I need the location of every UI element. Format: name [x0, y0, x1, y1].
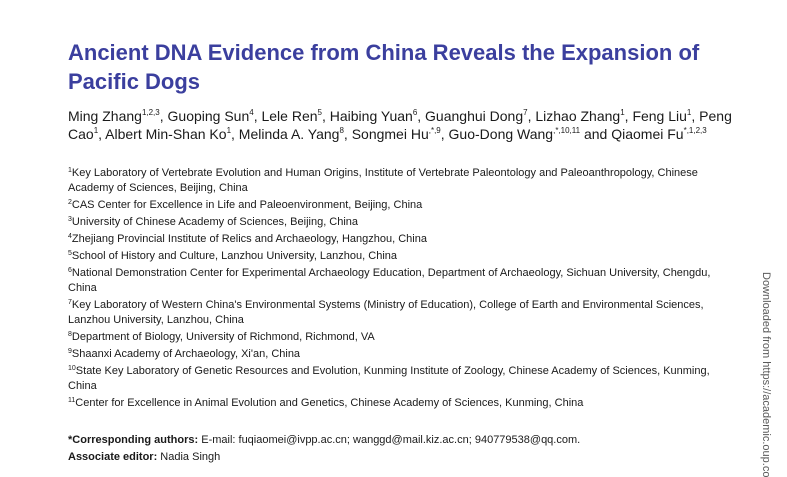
editor-label: Associate editor:	[68, 451, 158, 463]
author-separator: ,	[159, 108, 168, 124]
affiliation-text: State Key Laboratory of Genetic Resources and Evolution, Kunming Institute of Zoology, Chinese Academy of Sciences, Kunming, China	[68, 365, 710, 392]
author-text: Lele Ren	[261, 108, 318, 124]
author-name	[330, 108, 418, 124]
author-text: Peng Cao	[68, 108, 732, 142]
author-name	[632, 108, 691, 124]
affiliation-number: 7	[68, 299, 72, 306]
affiliation-item	[68, 347, 732, 362]
affiliation-number: 1	[68, 167, 72, 174]
affiliation-list	[68, 166, 732, 413]
affiliation-item	[68, 364, 732, 394]
author-separator: ,	[343, 126, 352, 142]
corresponding-authors	[68, 433, 732, 448]
author-separator: ,	[417, 108, 426, 124]
author-text: Haibing Yuan	[329, 108, 413, 124]
author-name	[449, 126, 581, 142]
author-affiliation-sup: 1	[93, 126, 99, 135]
author-name	[535, 108, 624, 124]
affiliation-number: 10	[68, 365, 76, 372]
author-text: Melinda A. Yang	[238, 126, 340, 142]
affiliation-text: Key Laboratory of Western China's Environmental Systems (Ministry of Education), College of Earth and Environmental Sciences, Lanzhou University, Lanzhou, China	[68, 299, 704, 326]
author-text: Songmei Hu	[351, 126, 429, 142]
associate-editor	[68, 450, 732, 465]
author-affiliation-sup: 7	[523, 108, 528, 117]
author-name	[239, 126, 344, 142]
author-list	[68, 107, 738, 143]
author-name	[611, 126, 707, 142]
affiliation-text: Key Laboratory of Vertebrate Evolution and Human Origins, Institute of Vertebrate Paleontology and Paleoanthropology, Chinese Academy of Sciences, Beijing, China	[68, 167, 698, 194]
author-separator: ,	[440, 126, 449, 142]
corresponding-label: *Corresponding authors:	[68, 434, 199, 446]
affiliation-number: 11	[68, 397, 76, 404]
affiliation-item	[68, 198, 732, 213]
download-watermark[interactable]: Downloaded from https://academic.oup.co	[760, 272, 772, 477]
author-name	[68, 108, 160, 124]
article-title: Ancient DNA Evidence from China Reveals the Expansion of Pacific Dogs	[68, 40, 700, 94]
affiliation-text: National Demonstration Center for Experimental Archaeology Education, Department of Archaeology, Sichuan University, Chengdu, China	[68, 267, 711, 294]
author-affiliation-sup: 1,2,3	[141, 108, 160, 117]
corresponding-emails[interactable]: E-mail: fuqiaomei@ivpp.ac.cn; wanggd@mail.kiz.ac.cn; 940779538@qq.com.	[198, 434, 581, 446]
affiliation-item	[68, 249, 732, 264]
affiliation-text: Center for Excellence in Animal Evolution and Genetics, Chinese Academy of Sciences, Kunming, China	[75, 397, 584, 409]
author-name	[425, 108, 528, 124]
affiliation-item	[68, 166, 732, 196]
affiliation-number: 3	[68, 216, 72, 223]
author-separator: and	[580, 126, 612, 142]
author-separator: ,	[527, 108, 536, 124]
author-affiliation-sup: 6	[412, 108, 418, 117]
affiliation-item	[68, 266, 732, 296]
affiliation-text: University of Chinese Academy of Sciences, Beijing, China	[71, 216, 359, 228]
author-text: Albert Min-Shan Ko	[105, 126, 227, 142]
author-affiliation-sup: ,*,10,11	[553, 126, 581, 135]
affiliation-number: 2	[68, 199, 72, 206]
author-text: Qiaomei Fu	[611, 126, 684, 142]
author-affiliation-sup: 1	[620, 108, 625, 117]
author-affiliation-sup: ,*,9	[428, 126, 441, 135]
affiliation-text: Department of Biology, University of Richmond, Richmond, VA	[71, 331, 375, 343]
author-separator: ,	[321, 108, 330, 124]
affiliation-item	[68, 330, 732, 345]
affiliation-number: 9	[68, 348, 72, 355]
author-separator: ,	[253, 108, 262, 124]
author-affiliation-sup: 4	[249, 108, 254, 117]
affiliation-text: Shaanxi Academy of Archaeology, Xi'an, China	[71, 348, 301, 360]
affiliation-text: CAS Center for Excellence in Life and Paleoenvironment, Beijing, China	[71, 199, 423, 211]
author-name	[168, 108, 254, 124]
author-text: Ming Zhang	[68, 108, 142, 124]
author-separator: ,	[231, 126, 239, 142]
affiliation-item	[68, 215, 732, 230]
author-separator: ,	[624, 108, 633, 124]
affiliation-number: 4	[68, 233, 72, 240]
author-text: Feng Liu	[632, 108, 687, 124]
author-text: Guo-Dong Wang	[448, 126, 554, 142]
author-separator: ,	[98, 126, 106, 142]
author-text: Guanghui Dong	[425, 108, 524, 124]
author-affiliation-sup: 5	[317, 108, 322, 117]
affiliation-number: 5	[68, 250, 72, 257]
author-affiliation-sup: *,1,2,3	[683, 126, 707, 135]
affiliation-text: School of History and Culture, Lanzhou University, Lanzhou, China	[71, 250, 397, 262]
author-name	[352, 126, 441, 142]
author-separator: ,	[691, 108, 700, 124]
author-name	[105, 126, 231, 142]
editor-name: Nadia Singh	[157, 451, 221, 463]
affiliation-item	[68, 298, 732, 328]
author-affiliation-sup: 1	[686, 108, 692, 117]
affiliation-number: 8	[68, 331, 72, 338]
author-text: Lizhao Zhang	[535, 108, 621, 124]
author-name	[261, 108, 322, 124]
author-affiliation-sup: 8	[339, 126, 344, 135]
affiliation-number: 6	[68, 267, 72, 274]
affiliation-item	[68, 232, 732, 247]
affiliation-text: Zhejiang Provincial Institute of Relics and Archaeology, Hangzhou, China	[71, 233, 427, 245]
author-text: Guoping Sun	[167, 108, 250, 124]
author-affiliation-sup: 1	[226, 126, 232, 135]
affiliation-item	[68, 396, 732, 411]
